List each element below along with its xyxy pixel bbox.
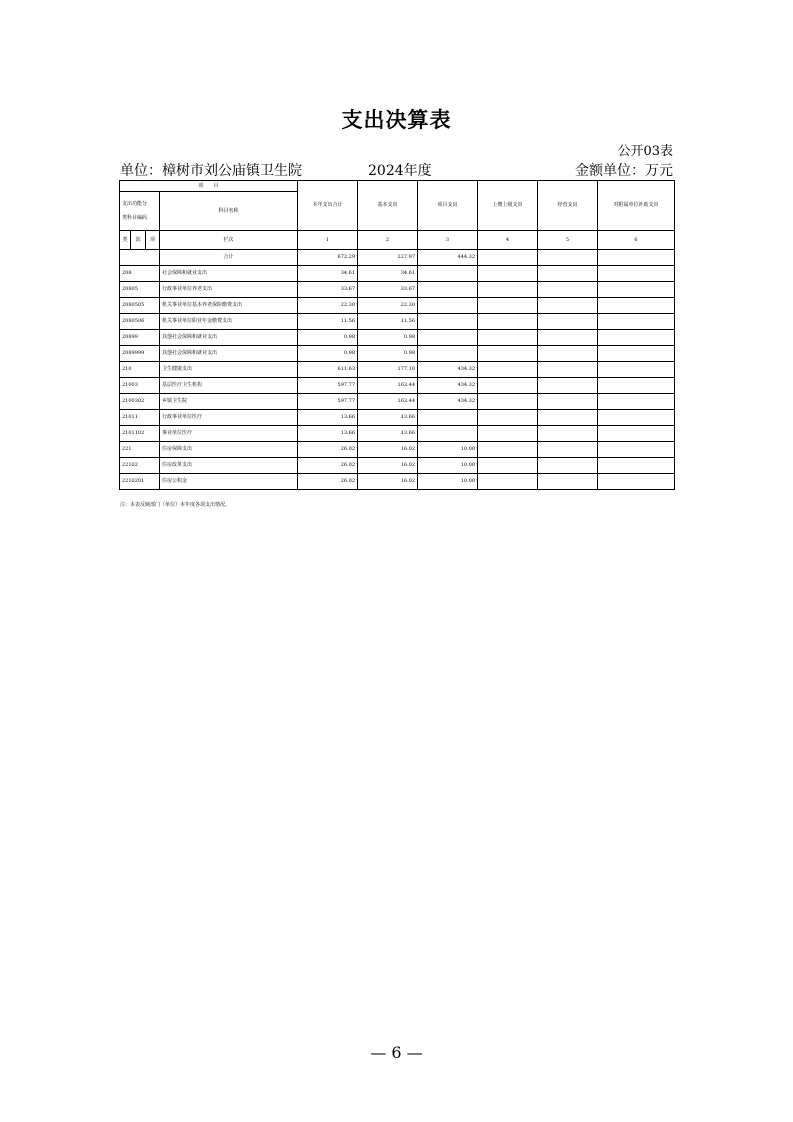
header-subject-name: 科目名称 xyxy=(160,192,298,231)
row-subsidy xyxy=(598,314,675,330)
row-code: 2210201 xyxy=(120,474,160,490)
row-basic: 0.98 xyxy=(358,346,418,362)
row-subsidy xyxy=(598,346,675,362)
row-upper xyxy=(478,426,538,442)
row-basic: 13.66 xyxy=(358,426,418,442)
table-row xyxy=(120,458,675,474)
row-business xyxy=(538,474,598,490)
row-basic: 13.66 xyxy=(358,410,418,426)
table-number: 公开03表 xyxy=(617,144,673,159)
table-row xyxy=(120,330,675,346)
row-code: 2100302 xyxy=(120,394,160,410)
row-subsidy xyxy=(598,282,675,298)
row-total: 26.02 xyxy=(298,458,358,474)
row-basic: 16.02 xyxy=(358,458,418,474)
row-basic: 163.44 xyxy=(358,378,418,394)
row-code: 22102 xyxy=(120,458,160,474)
row-project: 434.32 xyxy=(418,378,478,394)
row-upper xyxy=(478,346,538,362)
table-row xyxy=(120,426,675,442)
table-row xyxy=(120,346,675,362)
row-basic: 34.61 xyxy=(358,266,418,282)
row-total: 11.56 xyxy=(298,314,358,330)
row-project xyxy=(418,266,478,282)
row-name: 其他社会保障和就业支出 xyxy=(160,346,298,362)
row-total: 13.66 xyxy=(298,426,358,442)
row-name: 其他社会保障和就业支出 xyxy=(160,330,298,346)
header-col-subsidy: 对附属单位补助支出 xyxy=(598,181,675,231)
row-basic: 16.02 xyxy=(358,442,418,458)
col-number-5: 5 xyxy=(538,231,598,250)
row-project xyxy=(418,314,478,330)
row-basic: 177.10 xyxy=(358,362,418,378)
row-code: 2089999 xyxy=(120,346,160,362)
row-business xyxy=(538,362,598,378)
row-project: 10.00 xyxy=(418,458,478,474)
row-upper xyxy=(478,394,538,410)
row-project: 434.32 xyxy=(418,394,478,410)
unit-line xyxy=(120,160,673,180)
row-business xyxy=(538,282,598,298)
row-upper xyxy=(478,314,538,330)
row-total: 13.66 xyxy=(298,410,358,426)
row-code: 2080505 xyxy=(120,298,160,314)
table-note: 注：本表反映部门（单位）本年度各项支出情况。 xyxy=(120,502,231,508)
col-number-4: 4 xyxy=(478,231,538,250)
row-basic: 11.56 xyxy=(358,314,418,330)
report-year: 2024年度 xyxy=(368,163,432,179)
col-number-2: 2 xyxy=(358,231,418,250)
row-business xyxy=(538,298,598,314)
row-code: 2080506 xyxy=(120,314,160,330)
row-subsidy xyxy=(598,394,675,410)
expenditure-table xyxy=(119,180,675,490)
amount-unit: 金额单位：万元 xyxy=(575,163,673,179)
page-number: — 6 — xyxy=(370,1043,423,1062)
row-basic: 33.67 xyxy=(358,282,418,298)
row-code: 221 xyxy=(120,442,160,458)
page-title: 支出决算表 xyxy=(341,108,452,132)
row-business xyxy=(538,266,598,282)
header-item: 项 目 xyxy=(120,181,298,192)
row-code: 21003 xyxy=(120,378,160,394)
row-subsidy xyxy=(598,266,675,282)
header-kuan: 款 xyxy=(131,231,146,250)
row-total: 597.77 xyxy=(298,394,358,410)
row-code: 20805 xyxy=(120,282,160,298)
header-col-project: 项目支出 xyxy=(418,181,478,231)
row-code: 208 xyxy=(120,266,160,282)
row-upper xyxy=(478,266,538,282)
row-name: 事业单位医疗 xyxy=(160,426,298,442)
row-name: 行政事业单位医疗 xyxy=(160,410,298,426)
header-lanci: 栏次 xyxy=(160,231,298,250)
row-project xyxy=(418,330,478,346)
row-upper xyxy=(478,330,538,346)
row-upper xyxy=(478,410,538,426)
row-project xyxy=(418,298,478,314)
table-row xyxy=(120,410,675,426)
row-code: 21011 xyxy=(120,410,160,426)
header-col-basic: 基本支出 xyxy=(358,181,418,231)
row-business xyxy=(538,410,598,426)
row-name: 机关事业单位职业年金缴费支出 xyxy=(160,314,298,330)
row-upper xyxy=(478,458,538,474)
row-code: 2101102 xyxy=(120,426,160,442)
header-code-label xyxy=(120,192,160,231)
row-project xyxy=(418,410,478,426)
row-business xyxy=(538,458,598,474)
row-code: 20899 xyxy=(120,330,160,346)
row-subsidy xyxy=(598,378,675,394)
table-row xyxy=(120,474,675,490)
row-total: 0.98 xyxy=(298,330,358,346)
row-business xyxy=(538,314,598,330)
row-subsidy xyxy=(598,298,675,314)
row-name: 基层医疗卫生机构 xyxy=(160,378,298,394)
row-total: 26.02 xyxy=(298,474,358,490)
row-business xyxy=(538,394,598,410)
row-basic: 16.02 xyxy=(358,474,418,490)
table-row xyxy=(120,314,675,330)
table-row xyxy=(120,442,675,458)
row-upper xyxy=(478,362,538,378)
row-business xyxy=(538,426,598,442)
row-total: 0.98 xyxy=(298,346,358,362)
row-total: 22.30 xyxy=(298,298,358,314)
row-subsidy xyxy=(598,458,675,474)
row-total: 34.61 xyxy=(298,266,358,282)
row-total: 597.77 xyxy=(298,378,358,394)
row-total: 26.02 xyxy=(298,442,358,458)
row-name: 乡镇卫生院 xyxy=(160,394,298,410)
row-subsidy xyxy=(598,442,675,458)
row-project: 434.32 xyxy=(418,362,478,378)
row-upper xyxy=(478,298,538,314)
table-row xyxy=(120,282,675,298)
col-number-6: 6 xyxy=(598,231,675,250)
row-upper xyxy=(478,442,538,458)
header-row-item xyxy=(120,181,675,192)
table-row xyxy=(120,298,675,314)
row-subsidy xyxy=(598,330,675,346)
header-col-total: 本年支出合计 xyxy=(298,181,358,231)
row-basic: 163.44 xyxy=(358,394,418,410)
table-row xyxy=(120,378,675,394)
row-business xyxy=(538,442,598,458)
row-project xyxy=(418,426,478,442)
row-subsidy xyxy=(598,410,675,426)
table-row xyxy=(120,394,675,410)
unit-name: 单位：樟树市刘公庙镇卫生院 xyxy=(120,163,302,179)
header-xiang: 项 xyxy=(146,231,160,250)
total-project: 444.32 xyxy=(418,250,478,266)
row-basic: 22.30 xyxy=(358,298,418,314)
total-basic: 227.97 xyxy=(358,250,418,266)
row-project: 10.00 xyxy=(418,442,478,458)
row-business xyxy=(538,330,598,346)
table-row xyxy=(120,266,675,282)
row-basic: 0.98 xyxy=(358,330,418,346)
total-label: 合计 xyxy=(160,250,298,266)
row-name: 社会保障和就业支出 xyxy=(160,266,298,282)
header-col-upper: 上缴上级支出 xyxy=(478,181,538,231)
row-name: 行政事业单位养老支出 xyxy=(160,282,298,298)
table-row xyxy=(120,362,675,378)
row-project xyxy=(418,282,478,298)
row-upper xyxy=(478,474,538,490)
row-name: 住房保障支出 xyxy=(160,442,298,458)
row-total: 611.63 xyxy=(298,362,358,378)
header-code-label-1: 支出功能分 xyxy=(122,201,148,207)
row-project xyxy=(418,346,478,362)
row-subsidy xyxy=(598,474,675,490)
header-lei: 类 xyxy=(120,231,131,250)
header-row-lanci xyxy=(120,231,675,250)
row-business xyxy=(538,346,598,362)
row-name: 机关事业单位基本养老保险缴费支出 xyxy=(160,298,298,314)
row-upper xyxy=(478,378,538,394)
row-name: 卫生健康支出 xyxy=(160,362,298,378)
row-subsidy xyxy=(598,362,675,378)
row-name: 住房改革支出 xyxy=(160,458,298,474)
row-project: 10.00 xyxy=(418,474,478,490)
row-name: 住房公积金 xyxy=(160,474,298,490)
col-number-3: 3 xyxy=(418,231,478,250)
total-row xyxy=(120,250,675,266)
row-code: 210 xyxy=(120,362,160,378)
header-col-business: 经营支出 xyxy=(538,181,598,231)
header-code-label-2: 类科目编码 xyxy=(122,215,148,221)
row-total: 33.67 xyxy=(298,282,358,298)
row-business xyxy=(538,378,598,394)
col-number-1: 1 xyxy=(298,231,358,250)
total-total: 672.29 xyxy=(298,250,358,266)
row-subsidy xyxy=(598,426,675,442)
row-upper xyxy=(478,282,538,298)
